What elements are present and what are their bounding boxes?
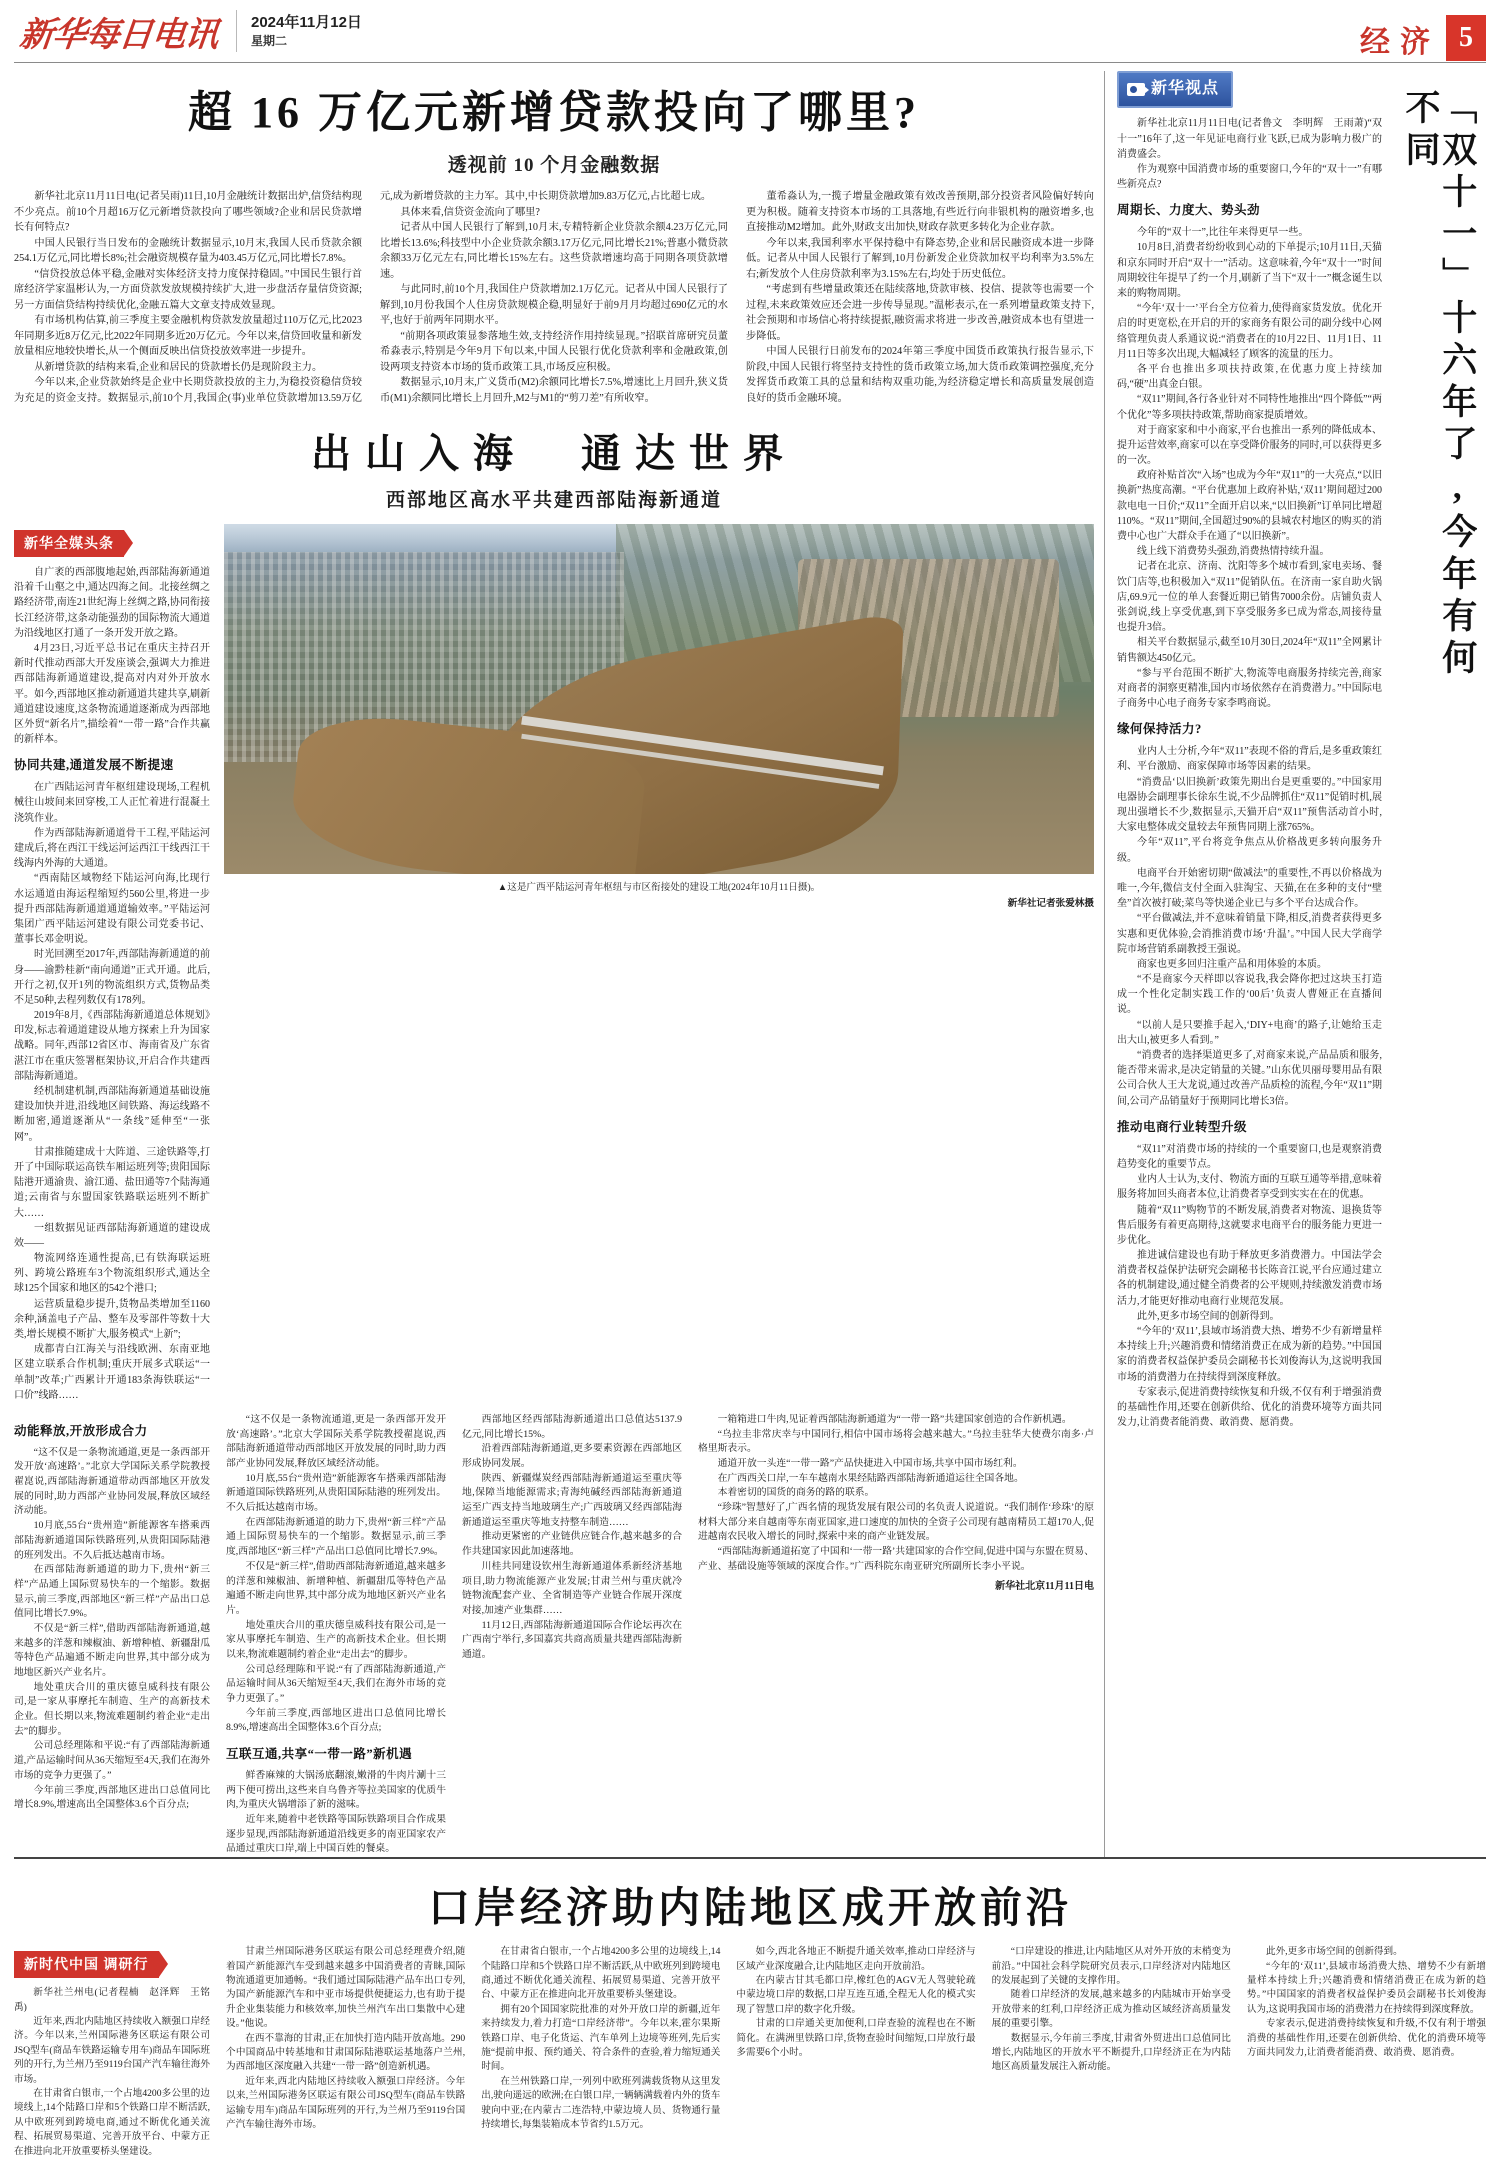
paragraph: “以前人是只要推手起入,‘DIY+电商’的路子,让她给玉走出大山,被更多人看到。” xyxy=(1117,1019,1382,1046)
shixian-block xyxy=(1104,71,1486,1857)
paragraph: 今年前三季度,西部地区进出口总值同比增长8.9%,增速高出全国整体3.6个百分点; xyxy=(14,1784,210,1811)
masthead-divider xyxy=(236,10,237,52)
paragraph: “信贷投放总体平稳,金融对实体经济支持力度保持稳固。”中国民生银行首席经济学家温彬认为,一方面贷款发放规模持续扩大,进一步盘活存量信贷资源;另一方面信贷结构持续优化,金融五篇大文章支持成效显现。 xyxy=(14,268,362,311)
paragraph: 11月12日,西部陆海新通道国际合作论坛再次在广西南宁举行,多国嘉宾共商高质量共建西部陆海新通道。 xyxy=(462,1619,682,1660)
paragraph: 今年以来,企业贷款始终是企业中长期贷款投放的主力,为稳投资稳信贷较为充足的资金支持。数据显示,前10个月,我国企(事)业单位贷款增加13.59万亿元,成为新增贷款的主力军。其中,中长期贷款增加9.83万亿元,占比超七成。 xyxy=(14,191,712,404)
feature-photo-col xyxy=(224,524,1094,1403)
paragraph: 拥有20个国国家院批准的对外开放口岸的新疆,近年来持续发力,着力打造“口岸经济带”。今年以来,霍尔果斯铁路口岸、电子化货运、汽车单列上边境等班列,先后实施“提前申报、预约通关、符合条件的查验,着力缩短通关时间。 xyxy=(481,2003,721,2073)
bottom-col-3 xyxy=(481,1945,720,2159)
paragraph: 物流网络连通性提高,已有铁海联运班列、跨境公路班车3个物流组织形式,通达全球125个国家和地区的542个港口; xyxy=(14,1253,210,1295)
bottom-col-2 xyxy=(226,1945,465,2159)
newspaper-logo: 新华每日电讯 xyxy=(17,16,220,54)
paragraph: 具体来看,信贷资金流向了哪里? xyxy=(400,206,540,218)
paragraph: 沿着西部陆海新通道,更多要素资源在西部地区形成协同发展。 xyxy=(462,1443,682,1469)
tag-xinhua-shidian-wrap xyxy=(1117,71,1382,108)
feature-subhead: 西部地区高水平共建西部陆海新通道 xyxy=(385,490,722,511)
paragraph: 在甘肃省白银市,一个占地4200多公里的边境线上,14个陆路口岸和5个铁路口岸不断活跃,从中欧班列到跨境电商,通过不断优化通关流程、拓展贸易渠道、完善开放平台、中蒙方正在推进向北开放重要桥头堡建设。 xyxy=(14,2088,210,2157)
paragraph: “今年‘双十一’平台全方位着力,使得商家货发放。优化开启的时更宽松,在开启的开的家商务有限公司的副分线中心网络管理负责人系通议说:“消费者在的10月22日、11月1日、11月11日等多次出现,大幅减轻了顾客的流量的压力。 xyxy=(1117,303,1382,360)
paragraph: 今年“双11”,平台将竞争焦点从价格战更多转向服务升级。 xyxy=(1117,837,1382,864)
paragraph: “口岸建设的推进,让内陆地区从对外开放的末梢变为前沿。”中国社会科学院研究员表示,口岸经济对内陆地区的发展起到了关键的支撑作用。 xyxy=(991,1946,1231,1987)
paragraph: 时光回溯至2017年,西部陆海新通道的前身——渝黔桂新“南向通道”正式开通。此后,开行之初,仅开1列的物流组织方式,货物品类不足50种,去程列数仅有178列。 xyxy=(14,949,210,1006)
paragraph: 西部地区经西部陆海新通道出口总值达5137.9亿元,同比增长15%。 xyxy=(462,1413,682,1440)
paragraph: 甘肃推随建成十大阵道、三途铁路等,打开了中国际联运高铁车厢运班列等;贵阳国际陆港开通渝贵、渝江通、盐田通等7个陆海通道;云南省与东盟国家铁路联运班列不断扩大…… xyxy=(14,1146,210,1219)
paragraph: 不仅是“新三样”,借助西部陆海新通道,越来越多的洋葱和辣椒油、新增种植、新疆甜瓜等特色产品遍通不断走向世界,其中部分成为地地区新兴产业名片。 xyxy=(14,1622,210,1678)
paragraph: 10月底,55台“贵州造”新能源客车搭乘西部陆海新通道国际铁路班列,从贵阳国际陆港的班列发出。不久后抵达越南市场。 xyxy=(14,1520,210,1561)
bottom-left-col xyxy=(14,1945,210,2159)
paragraph: 记者在北京、济南、沈阳等多个城市看到,家电卖场、餐饮门店等,也积极加入“双11”促销队伍。在济南一家自助火锅店,69.9元一位的单人套餐近期已销售7000余份。店铺负责人张剑说,线上享受优惠,到下享受服务多已成为常态,周接待量也提升3倍。 xyxy=(1117,561,1382,634)
paragraph: 通道开放一头连“一带一路”产品快捷进入中国市场,共享中国市场红利。 xyxy=(717,1458,1023,1469)
paragraph: 地处重庆合川的重庆德皇威科技有限公司,是一家从事摩托车制造、生产的高新技术企业。但长期以来,物流难题制约着企业“走出去”的脚步。 xyxy=(14,1681,210,1737)
paragraph: 各平台也推出多项扶持政策,在优惠力度上持续加码,“硬”出真金白银。 xyxy=(1117,363,1382,391)
bottom-left-text xyxy=(14,1986,210,2159)
paragraph: 数据显示,今年前三季度,甘肃省外贸进出口总值同比增长,内陆地区的开放水平不断提升,口岸经济正在为内陆地区高质量发展注入新动能。 xyxy=(991,2032,1231,2073)
paragraph: 在西部陆海新通道的助力下,贵州“新三样”产品通上国际贸易快车的一个缩影。数据显示,前三季度,西部地区“新三样”产品出口总值同比增长7.9%。 xyxy=(14,1564,210,1620)
paragraph: 记者从中国人民银行了解到,10月末,专精特新企业贷款余额4.23万亿元,同比增长13.6%;科技型中小企业贷款余额3.17万亿元,同比增长21%;普惠小微贷款余额33万亿元左右,同比增长15%左右。这些贷款增速均高于同期各项贷款增速。 xyxy=(380,222,728,280)
paragraph: 线上线下消费势头强劲,消费热情持续升温。 xyxy=(1137,546,1330,558)
paragraph: “今年的‘双11’,县域市场消费大热、增势不少有新增量样本持续上升;兴趣消费和情绪消费正在成为新的趋势。”中国国家的消费者权益保护委员会副秘书长刘俊海认为,这说明我国市场的消费潜力在持续得到深度释放。 xyxy=(1117,1326,1382,1383)
paragraph: 中国人民银行日前发布的2024年第三季度中国货币政策执行报告显示,下阶段,中国人民银行将坚持支持性的货币政策立场,加大货币政策调控强度,充分发挥货币政策工具的总量和结构双重功能,为经济稳定增长和高质量发展创造良好的货币金融环境。 xyxy=(746,346,1094,404)
shixian-intro: 作为观察中国消费市场的重要窗口,今年的“双十一”有哪些新亮点? xyxy=(1117,163,1382,191)
paragraph: 本着密切的国货的商务的路的联系。 xyxy=(717,1487,875,1499)
photo-credit: 新华社记者张爱林摄 xyxy=(1007,898,1094,909)
tag-quanmei-toutiao: 新华全媒头条 xyxy=(14,530,124,557)
tag-xinhua-shidian-label: 新华视点 xyxy=(1151,80,1220,97)
paragraph: 经机制建机制,西部陆海新通道基础设施建设加快并进,沿线地区间铁路、海运线路不断加密,通道逐渐从“一条线”延伸至“一张网”。 xyxy=(14,1086,210,1143)
paragraph: 10月底,55台“贵州造”新能源客车搭乘西部陆海新通道国际铁路班列,从贵阳国际陆港的班列发出。不久后抵达越南市场。 xyxy=(226,1472,446,1514)
paragraph: 政府补贴首次“入场”也成为今年“双11”的一大亮点,“以旧换新”热度高潮。“平台优惠加上政府补贴,‘双11’期间超过200款电电一日价;“双11”全面开启以来,“以旧换新”订单同比增超110%。“双11”期间,全国超过90%的县城农村地区的购买的消费中心也广大群众手在通了“以旧换新”。 xyxy=(1117,470,1382,542)
paragraph: “今年的‘双11’,县域市场消费大热、增势不少有新增量样本持续上升;兴趣消费和情绪消费正在成为新的趋势。”中国国家的消费者权益保护委员会副秘书长刘俊海认为,这说明我国市场的消费潜力在持续得到深度释放。 xyxy=(1246,1960,1487,2015)
paragraph: “参与平台范围不断扩大,物流等电商服务持续完善,商家对商者的洞察更精准,国内市场依然存在消费潜力。”中国际电子商务中心电子商务专家李鸣商说。 xyxy=(1117,667,1382,710)
tag-xinshidai xyxy=(14,1951,159,1978)
feature-lower-col-2 xyxy=(226,1413,446,1857)
paragraph: 从新增贷款的结构来看,企业和居民的贷款增长仍是现阶段主力。 xyxy=(34,361,323,373)
feature-lower-col-1 xyxy=(14,1413,210,1857)
bottom-article-row xyxy=(14,1945,1486,2159)
paragraph: “珍珠”智慧好了,广西名情的现货发展有限公司的名负责人说道说。“我们制作‘珍珠’的原材料大部分来自越南等东南亚国家,进口速度的加快的全资子公司现有越南精员工超170人,促进越南农民收入增长的同时,探索中来的商产业链发展。 xyxy=(698,1502,1094,1543)
tag-xinshidai-wrap xyxy=(14,1951,210,1978)
paragraph: 在广西西关口岸,一车车越南水果经陆路西部陆海新通道运往全国各地。 xyxy=(717,1472,1024,1484)
feature-headline: 出山入海 通达世界 xyxy=(311,431,797,476)
paragraph: 随着口岸经济的发展,越来越多的内陆城市开始享受开放带来的红利,口岸经济正成为推动区域经济高质量发展的重要引擎。 xyxy=(991,1989,1231,2030)
paragraph: 自广袤的西部腹地起始,西部陆海新通道沿着千山壑之中,通达四海之间。北接丝绸之路经济带,南连21世纪海上丝绸之路,协同衔接长江经济带,这条动能强劲的国际物流大通道为沿线地区打通了一条开发开放之路。 xyxy=(14,567,210,639)
paragraph: “这不仅是一条物流通道,更是一条西部开发开放‘高速路’。”北京大学国际关系学院教授翟崑说,西部陆海新通道带动西部地区开放发展的同时,助力西部产业协同发展,释放区域经济动能。 xyxy=(14,1446,210,1517)
paragraph: “前期各项政策显参落地生效,支持经济作用持续显现。”招联首席研究员董希淼表示,特别是今年9月下旬以来,中国人民银行优化贷款利率和金融政策,创设两项支持资本市场的货币政策工具,市场反应积极。 xyxy=(380,330,728,373)
feature-lower-row xyxy=(14,1413,1094,1857)
paragraph: 作为西部陆海新通道骨干工程,平陆运河建成后,将在西江干线运河运西江干线西江干线海内外海的大通道。 xyxy=(14,827,210,870)
paragraph: 新华社北京11月11日电(记者吴雨)11日,10月金融统计数据出炉,信贷结构现不少亮点。前10个月超16万亿元新增贷款投向了哪些领域?企业和居民贷款增长有何特点? xyxy=(14,191,362,233)
paragraph: 公司总经理陈和平说:“有了西部陆海新通道,产品运输时间从36天缩短至4天,我们在海外市场的竞争力更强了。” xyxy=(226,1663,446,1704)
paragraph: 此外,更多市场空间的创新得到。 xyxy=(1266,1946,1403,1958)
feature-left-col xyxy=(14,524,210,1403)
paragraph: 推进诚信建设也有助于释放更多消费潜力。中国法学会消费者权益保护法研究会副秘书长陈音江说,平台应通过建立各的机制建设,通过健全消费者的公平规则,持续激发消费市场活力,才能更好推动电商行业规范发展。 xyxy=(1117,1250,1382,1307)
paragraph: 甘肃的口岸通关更加便利,口岸查验的流程也在不断简化。在满洲里铁路口岸,货物查验时间缩短,口岸放行最多需要6个小时。 xyxy=(736,2018,976,2059)
feature-photo xyxy=(224,524,1094,874)
paragraph: “这不仅是一条物流通道,更是一条西部开发开放‘高速路’。”北京大学国际关系学院教授翟崑说,西部陆海新通道带动西部地区开放发展的同时,助力西部产业协同发展,释放区域经济动能。 xyxy=(226,1413,446,1469)
paragraph: “西南陆区域物经下陆运河向海,比现行水运通道由海运程缩短约560公里,将进一步提升西部陆海新通道通道输效率。”平陆运河集团广西平陆运河建设有限公司党委书记、董事长邓金明说。 xyxy=(14,873,210,946)
paragraph: 相关平台数据显示,截至10月30日,2024年“双11”全网累计销售额达450亿元。 xyxy=(1117,637,1382,664)
paragraph: 成都青白江海关与沿线欧洲、东南亚地区建立联系合作机制;重庆开展多式联运“一单制”改革;广西累计开通183条海铁联运“一口价”线路…… xyxy=(14,1344,210,1401)
paragraph: 近年来,西北内陆地区持续收入额强口岸经济。今年以来,兰州国际港务区联运有限公司JSQ型车(商品车铁路运输专用车)商品车国际班列的开行,为兰州乃至9119台国产汽车输往海外市场。 xyxy=(226,2075,466,2130)
bottom-article-headline: 口岸经济助内陆地区成开放前沿 xyxy=(427,1886,1072,1933)
tag-xinshidai-label: 新时代中国 xyxy=(24,1958,99,1974)
masthead-right xyxy=(1360,0,1486,63)
shixian-byline: 新华社北京11月11日电(记者鲁文 李明辉 王雨萧)“双十一”16年了,这一年见证电商行业飞跃,已成为影响力极广的消费盛会。 xyxy=(1117,118,1382,160)
paragraph: 有市场机构估算,前三季度主要金融机构贷款发放量超过110万亿元,比2023年同期多近8万亿元,比2022年同期多近20万亿元。今年以来,信贷回收量和新发放量相应地较快增长,从一个侧面反映出信贷投放效率进一步提升。 xyxy=(14,315,362,357)
paragraph: 在兰州铁路口岸,一列列中欧班列满载货物从这里发出,驶向遥远的欧洲;在白银口岸,一辆辆满载着内外的货车驶向中亚;在内蒙古二连浩特,中蒙边境人员、货物通行量持续增长,每集装箱成本节省约1.5万元。 xyxy=(481,2075,721,2130)
paragraph: 数据显示,10月末,广义货币(M2)余额同比增长7.5%,增速比上月回升,狭义货币(M1)余额同比增长上月回升,M2与M1的“剪刀差”有所收窄。 xyxy=(380,377,728,404)
paragraph: 今年的“双十一”,比往年来得更早一些。 xyxy=(1137,227,1309,239)
paragraph: “考虑到有些增量政策还在陆续落地,贷款审核、投信、提款等也需要一个过程,未来政策效应还会进一步传导显现。”温彬表示,在一系列增量政策支持下,社会预期和市场信心将持续提振,融资需求将进一步改善,融资成本也有望进一步降低。 xyxy=(746,284,1094,342)
paragraph: 近年来,随着中老铁路等国际铁路项目合作成果逐步显现,西部陆海新通道沿线更多的南亚国家农产品通过重庆口岸,端上中国百姓的餐桌。 xyxy=(226,1813,446,1855)
paragraph: 陕西、新疆煤炭经西部陆海新通道运至重庆等地,保障当地能源需求;青海纯碱经西部陆海新通道运至广西支持当地玻璃生产;广西玻璃又经西部陆海新通道运至重庆等地支持整车制造…… xyxy=(462,1472,682,1528)
paragraph: 推动更紧密的产业链供应链合作,越来越多的合作共建国家因此加速落地。 xyxy=(462,1531,682,1558)
paragraph: 一箱箱进口牛肉,见证着西部陆海新通道为“一带一路”共建国家创造的合作新机遇。 xyxy=(717,1413,1072,1425)
paragraph: 董希淼认为,一揽子增量金融政策有效改善预期,部分投资者风险偏好转向更为积极。随着支持资本市场的工具落地,有些近行向非银机构的融资增多,也直接推动M2增加。此外,财政支出加快,财政存款更多转化为企业存款。 xyxy=(746,191,1094,233)
masthead xyxy=(14,0,1486,62)
paragraph: 专家表示,促进消费持续恢复和升级,不仅有利于增强消费的基础性作用,还要在创新供给、优化的消费环境等方面共同发力,让消费者能消费、敢消费、愿消费。 xyxy=(1246,2018,1487,2059)
bottom-byline: 新华社兰州电(记者程楠 赵泽辉 王铭禹) xyxy=(14,1987,210,2013)
feature-lower-col-4 xyxy=(698,1413,1094,1857)
shixian-vertical-headline: 「双十一」十六年了,今年有何不同 xyxy=(1401,89,1477,681)
masthead-weekday: 星期二 xyxy=(251,34,288,49)
paragraph: 电商平台开始密切期“做减法”的重要性,不再以价格战为唯一,今年,微信支付全面入驻淘宝、天猫,在在多种的支付“壁垒”首次被打破;菜鸟等快递企业已与多个平台达成合作。 xyxy=(1117,867,1382,910)
paragraph: 商家也更多回归注重产品和用体验的本质。 xyxy=(1137,958,1327,970)
paragraph: 在甘肃省白银市,一个占地4200多公里的边境线上,14个陆路口岸和5个铁路口岸不断活跃,从中欧班列到跨境电商,通过不断优化通关流程、拓展贸易渠道、完善开放平台、中蒙方正在推进向北开放重要桥头堡建设。 xyxy=(481,1946,721,2001)
paragraph: 此外,更多市场空间的创新得到。 xyxy=(1137,1310,1280,1322)
top-article-subhead: 透视前 10 个月金融数据 xyxy=(447,155,661,176)
paragraph: 业内人士认为,支付、物流方面的互联互通等举措,意味着服务将加回头商者本位,让消费者享受到实实在在的优惠。 xyxy=(1117,1174,1382,1201)
top-article-body xyxy=(14,189,1094,406)
paragraph: 4月23日,习近平总书记在重庆主持召开新时代推动西部大开发座谈会,强调大力推进西部陆海新通道建设,提高对内对外开放水平。如今,西部地区推动新通道共建共享,刷新通道建设速度,这条物流通道逐渐成为西部地区外贸“新名片”,描绘着“一带一路”合作共赢的新样本。 xyxy=(14,642,210,746)
paragraph: 在内蒙古甘其毛都口岸,橡红色的AGV无人驾驶轮疏中蒙边境口岸的数据,口岸互连互通,全程无人化的模式实现了智慧口岸的数字化升级。 xyxy=(736,1975,976,2015)
shixian-section-heading: 缘何保持活力? xyxy=(1117,722,1202,737)
paragraph: “西部陆海新通道拓宽了中国和‘一带一路’共建国家的合作空间,促进中国与东盟在贸易、产业、基础设施等领域的深度合作。”广西科院东南亚研究所副所长李小平说。 xyxy=(698,1546,1094,1572)
paragraph: 一组数据见证西部陆海新通道的建设成效—— xyxy=(14,1222,210,1249)
photo-caption: ▲这是广西平陆运河青年枢纽与市区衔接处的建设工地(2024年10月11日摄)。 xyxy=(497,882,821,893)
paragraph: 在西部陆海新通道的助力下,贵州“新三样”产品通上国际贸易快车的一个缩影。数据显示,前三季度,西部地区“新三样”产品出口总值同比增长7.9%。 xyxy=(226,1516,446,1558)
paragraph: 2019年8月,《西部陆海新通道总体规划》印发,标志着通道建设从地方探索上升为国家战略。同年,西部12省区市、海南省及广东省湛江市在重庆签署框架协议,开启合作共建西部陆海新通道。 xyxy=(14,1010,210,1082)
shixian-section-heading: 周期长、力度大、势头劲 xyxy=(1117,203,1261,218)
bottom-article xyxy=(14,1847,1486,2159)
paragraph: “双11”对消费市场的持续的一个重要窗口,也是观察消费趋势变化的重要节点。 xyxy=(1117,1143,1382,1170)
paragraph: “不是商家今天样即以容说我,我会降你把过这块玉打造成一个性化定制实践工作的‘00后’负责人曹娅正在直播间说。 xyxy=(1117,974,1382,1016)
paragraph: 川桂共同建设钦州生海新通道体系新经济基地项目,助力物流能源产业发展;甘肃兰州与重庆就冷链物流配套产业、全省制造等产业链合作展开深度对接,加速产业集群…… xyxy=(462,1560,682,1616)
paragraph: 中国人民银行当日发布的金融统计数据显示,10月末,我国人民币贷款余额254.1万亿元,同比增长8%;社会融资规模存量为403.45万亿元,同比增长7.8%。 xyxy=(14,237,362,264)
feature-lead-col xyxy=(14,565,210,1403)
paragraph: 今年以来,我国利率水平保持稳中有降态势,企业和居民融资成本进一步降低。记者从中国人民银行了解到,10月份新发企业贷款加权平均利率为3.5%左右;新发放个人住房贷款利率为3.15%左右,均处于历史低位。 xyxy=(746,237,1094,280)
section-title: 经济 xyxy=(1360,26,1440,59)
paragraph: 近年来,西北内陆地区持续收入额强口岸经济。今年以来,兰州国际港务区联运有限公司JSQ型车(商品车铁路运输专用车)商品车国际班列的开行,为兰州乃至9119台国产汽车输往海外市场。 xyxy=(14,2016,210,2085)
paragraph: 业内人士分析,今年“双11”表现不俗的背后,是多重政策红利、平台激励、商家保障市场等因素的结果。 xyxy=(1117,746,1382,773)
paragraph: 运营质量稳步提升,货物品类增加至1160余种,涵盖电子产品、整车及零部件等数十大类,增长规模不断扩大,服务模式“上新”; xyxy=(14,1298,210,1340)
tag-quanmei-toutiao-wrap xyxy=(14,530,210,557)
feature-section-heading: 互联互通,共享“一带一路”新机遇 xyxy=(226,1747,413,1762)
paragraph: 公司总经理陈和平说:“有了西部陆海新通道,产品运输时间从36天缩短至4天,我们在海外市场的竞争力更强了。” xyxy=(14,1740,210,1781)
paragraph: 在广西陆运河青年枢纽建设现场,工程机械往山坡间来回穿梭,工人正忙着进行混凝土浇筑作业。 xyxy=(14,782,210,824)
paragraph: 不仅是“新三样”,借助西部陆海新通道,越来越多的洋葱和辣椒油、新增种植、新疆甜瓜等特色产品遍通不断走向世界,其中部分成为地地区新兴产业名片。 xyxy=(226,1560,446,1616)
bottom-divider xyxy=(14,1857,1486,1859)
paragraph: “乌拉圭非常庆幸与中国同行,相信中国市场将会越来越大。”乌拉圭驻华大使费尔南多·卢格里斯表示。 xyxy=(698,1428,1094,1455)
page-number-badge: 5 xyxy=(1446,15,1486,61)
paragraph: 专家表示,促进消费持续恢复和升级,不仅有利于增强消费的基础性作用,还要在创新供给、优化的消费环境等方面共同发力,让消费者能消费、敢消费、愿消费。 xyxy=(1117,1386,1382,1429)
paragraph: “平台做减法,并不意味着销量下降,相反,消费者获得更多实惠和更优体验,会消推消费市场‘升温’。”中国人民大学商学院市场营销系副教授王强说。 xyxy=(1117,913,1382,955)
feature-byline: 新华社北京11月11日电 xyxy=(995,1580,1094,1592)
feature-lower-col-3 xyxy=(462,1413,682,1857)
paragraph: 如今,西北各地正不断提升通关效率,推动口岸经济与区域产业深度融合,让内陆地区走向开放前沿。 xyxy=(736,1946,976,1972)
bottom-col-4 xyxy=(736,1945,975,2159)
shixian-vertical-headline-col xyxy=(1390,71,1486,1857)
paragraph: “消费品‘以旧换新’政策先期出台是更重要的。”中国家用电器协会副理事长徐东生说,不少品牌抓住“双11”促销时机,展现出强增长不少,数据显示,天猫开启“双11”预售活动首小时,大家电整体成交量较去年预售同期上涨765%。 xyxy=(1117,776,1382,834)
left-content-block xyxy=(14,71,1104,1857)
paragraph: 地处重庆合川的重庆德皇威科技有限公司,是一家从事摩托车制造、生产的高新技术企业。但长期以来,物流难题制约着企业“走出去”的脚步。 xyxy=(226,1619,446,1660)
paragraph: 今年前三季度,西部地区进出口总值同比增长8.9%,增速高出全国整体3.6个百分点; xyxy=(226,1707,446,1734)
paragraph: 对于商家家和中小商家,平台也推出一系列的降低成本、提升运营效率,商家可以在享受降价服务的同时,可以获得更多的一次。 xyxy=(1117,424,1382,467)
feature-top-row xyxy=(14,524,1094,1403)
paragraph: “消费者的选择渠道更多了,对商家来说,产品品质和服务,能否带来需求,是决定销量的关键。”山东优贝丽母婴用品有限公司合伙人王大龙说,通过改善产品质检的流程,今年“双11”期间,公司产品销量好于预期同比增长3倍。 xyxy=(1117,1050,1382,1107)
main-layout xyxy=(14,71,1486,1857)
paragraph: 在西不靠海的甘肃,正在加快打造内陆开放高地。290个中国商品中转基地和甘肃国际陆港联运基地落户兰州,为西部地区深度融入共建“一带一路”创造新机遇。 xyxy=(226,2032,466,2073)
shixian-text-col xyxy=(1117,71,1390,1857)
paragraph: 随着“双11”购物节的不断发展,消费者对物流、退换货等售后服务有着更高期待,这就要求电商平台的服务能力更进一步优化。 xyxy=(1117,1204,1382,1246)
feature-section-heading: 协同共建,通道发展不断提速 xyxy=(14,758,174,773)
tag-diaoyanxing-label: 调研行 xyxy=(103,1958,149,1974)
masthead-rule xyxy=(14,62,1486,63)
paragraph: “双11”期间,各行各业针对不同特性地推出“四个降低”“两个优化”等多项扶持政策,帮助商家提质增效。 xyxy=(1117,394,1382,421)
top-article-headline: 超 16 万亿元新增贷款投向了哪里? xyxy=(188,88,920,137)
bottom-col-6 xyxy=(1247,1945,1486,2159)
masthead-date: 2024年11月12日 xyxy=(251,13,362,31)
paragraph: 鲜香麻辣的大锅汤底翻滚,嫩滑的牛肉片涮十三两下便可捞出,这些来自乌鲁齐等拉美国家的优质牛肉,为重庆火锅增添了新的滋味。 xyxy=(226,1769,446,1811)
paragraph: 甘肃兰州国际港务区联运有限公司总经理费介绍,随着国产新能源汽车受到越来越多中国消费者的青睐,国际物流通道更加通畅。“我们通过国际陆港产品车出口专列,为国产新能源汽车和中亚市场提供便捷运力,也有助于提升企业集装能力和核效率,加快兰州汽车出口集散中心建设。”他说。 xyxy=(226,1946,466,2030)
camera-icon xyxy=(1127,83,1145,96)
paragraph: 与此同时,前10个月,我国住户贷款增加2.1万亿元。记者从中国人民银行了解到,10月份我国个人住房贷款规模企稳,明显好于前9月月均超过690亿元的水平,也好于前两年同期水平。 xyxy=(380,284,728,326)
masthead-date-block xyxy=(251,13,362,49)
paragraph: 10月8日,消费者纷纷收到心动的下单提示;10月11日,天猫和京东同时开启“双十一”活动。这意味着,今年“双十一”时间周期较往年提早了约一个月,刷新了当下“双十一”概念诞生以来的购物周期。 xyxy=(1117,242,1382,299)
bottom-col-5 xyxy=(992,1945,1231,2159)
tag-xinhua-shidian xyxy=(1117,71,1233,108)
shixian-section-heading: 推动电商行业转型升级 xyxy=(1117,1119,1248,1134)
feature-section-heading: 动能释放,开放形成合力 xyxy=(14,1423,148,1438)
